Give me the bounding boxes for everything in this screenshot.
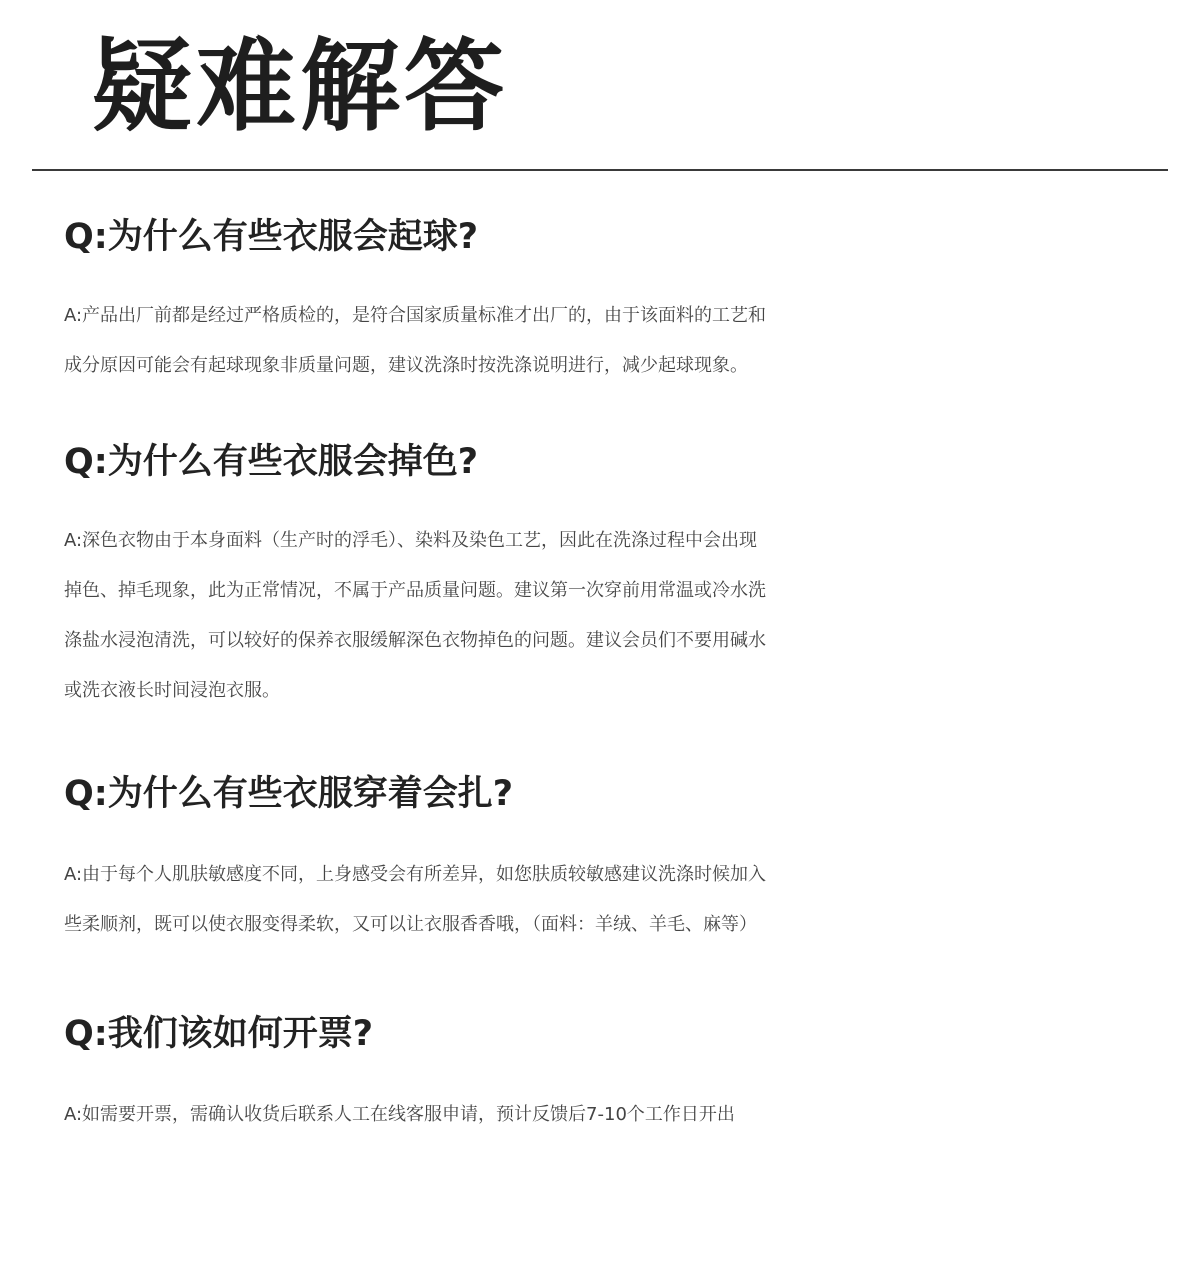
faq-answer	[64, 1090, 1174, 1140]
answer-line: 掉色、掉毛现象，此为正常情况，不属于产品质量问题。建议第一次穿前用常温或冷水洗	[64, 580, 766, 601]
answer-line: A:产品出厂前都是经过严格质检的，是符合国家质量标准才出厂的，由于该面料的工艺和	[64, 305, 767, 326]
faq-answer	[64, 291, 1174, 391]
faq-question: Q:为什么有些衣服穿着会扎?	[64, 774, 514, 814]
faq-question: Q:为什么有些衣服会起球?	[64, 217, 479, 257]
answer-line: 涤盐水浸泡清洗，可以较好的保养衣服缓解深色衣物掉色的问题。建议会员们不要用碱水	[64, 630, 766, 651]
answer-line: 些柔顺剂，既可以使衣服变得柔软，又可以让衣服香香哦，（面料：羊绒、羊毛、麻等）	[64, 914, 757, 935]
page-title: 疑难解答	[92, 28, 508, 145]
answer-line: 或洗衣液长时间浸泡衣服。	[64, 680, 280, 701]
faq-item-itchy	[64, 772, 1174, 950]
answer-line: A:如需要开票，需确认收货后联系人工在线客服申请，预计反馈后7-10个工作日开出	[64, 1104, 735, 1125]
faq-answer	[64, 850, 1174, 950]
faq-question: Q:我们该如何开票?	[64, 1014, 374, 1054]
faq-item-invoice	[64, 1012, 1174, 1140]
faq-answer	[64, 516, 1174, 716]
faq-question: Q:为什么有些衣服会掉色?	[64, 442, 479, 482]
answer-line: A:深色衣物由于本身面料（生产时的浮毛）、染料及染色工艺，因此在洗涤过程中会出现	[64, 530, 758, 551]
answer-line: A:由于每个人肌肤敏感度不同，上身感受会有所差异，如您肤质较敏感建议洗涤时候加入	[64, 864, 767, 885]
answer-line: 成分原因可能会有起球现象非质量问题，建议洗涤时按洗涤说明进行，减少起球现象。	[64, 355, 748, 376]
title-divider	[32, 169, 1168, 171]
faq-item-pilling	[64, 215, 1174, 391]
faq-item-color-fading	[64, 440, 1174, 716]
